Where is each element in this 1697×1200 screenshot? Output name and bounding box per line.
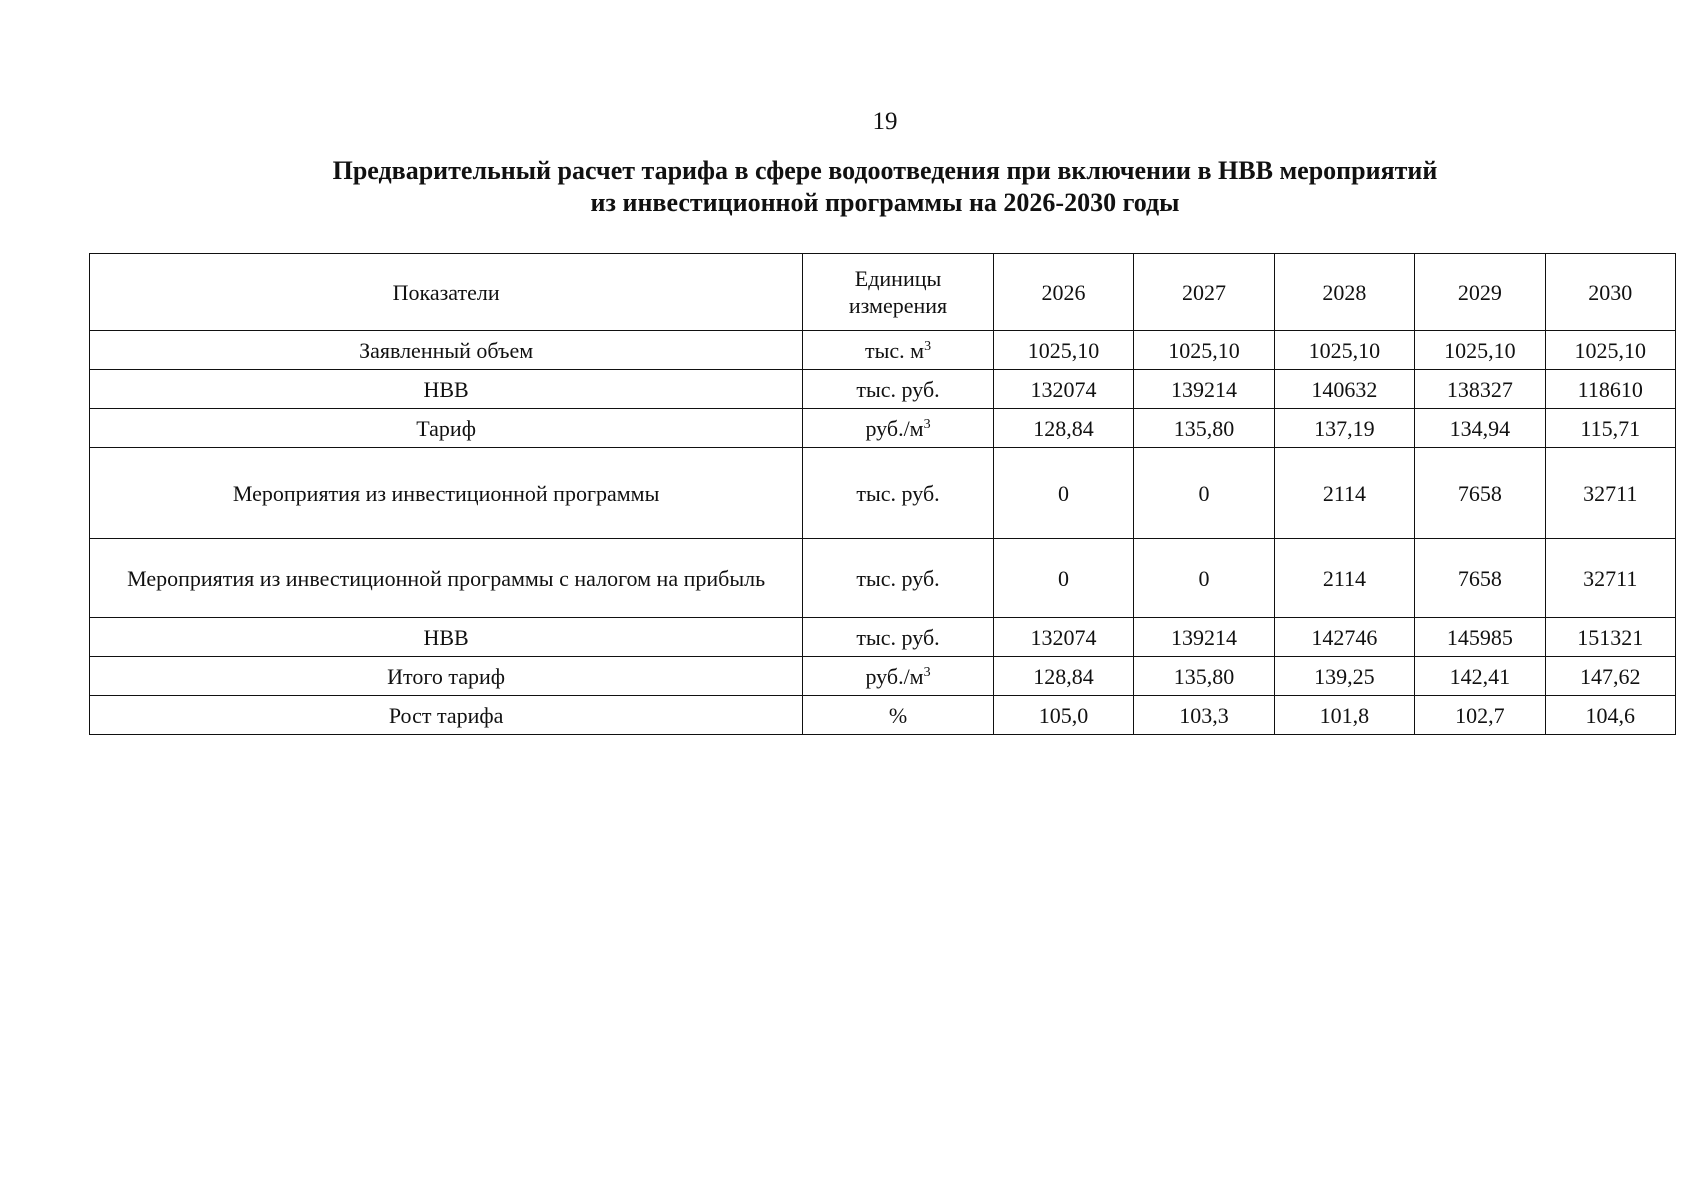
- row-unit: [803, 618, 994, 657]
- row-value-cell: 118610: [1545, 370, 1675, 409]
- row-value-cell: 0: [1134, 448, 1274, 539]
- row-value-cell: 0: [993, 539, 1133, 618]
- row-value-cell: 132074: [993, 370, 1133, 409]
- row-value-cell: 135,80: [1134, 409, 1274, 448]
- row-value-cell: 138327: [1415, 370, 1545, 409]
- row-value-cell: 139214: [1134, 618, 1274, 657]
- unit-text: тыс. руб.: [856, 624, 940, 650]
- table-row: [90, 539, 1676, 618]
- table-row: [90, 331, 1676, 370]
- row-value-cell: 105,0: [993, 696, 1133, 735]
- row-value-cell: 102,7: [1415, 696, 1545, 735]
- row-value-cell: 140632: [1274, 370, 1414, 409]
- table-row: [90, 657, 1676, 696]
- row-value-cell: 151321: [1545, 618, 1675, 657]
- row-value-cell: 101,8: [1274, 696, 1414, 735]
- row-indicator: Тариф: [90, 409, 803, 448]
- table-header-row: [90, 254, 1676, 331]
- header-year: 2030: [1545, 254, 1675, 331]
- row-value-cell: 104,6: [1545, 696, 1675, 735]
- unit-superscript: 3: [923, 416, 931, 432]
- table-row: [90, 409, 1676, 448]
- row-unit: [803, 657, 994, 696]
- row-value-cell: 139214: [1134, 370, 1274, 409]
- row-value-cell: 142,41: [1415, 657, 1545, 696]
- header-indicator: Показатели: [90, 254, 803, 331]
- row-unit: [803, 539, 994, 618]
- row-value-cell: 1025,10: [1415, 331, 1545, 370]
- row-value-cell: 1025,10: [993, 331, 1133, 370]
- page-number: 19: [872, 108, 898, 135]
- unit-text: %: [888, 702, 908, 728]
- title-line-1: Предварительный расчет тарифа в сфере водоотведения при включении в НВВ мероприятий: [332, 156, 1438, 185]
- unit-text: руб./м: [865, 663, 924, 689]
- row-value-cell: 115,71: [1545, 409, 1675, 448]
- row-value-cell: 0: [1134, 539, 1274, 618]
- row-value-cell: 137,19: [1274, 409, 1414, 448]
- unit-text: тыс. м: [864, 337, 925, 363]
- row-unit: [803, 448, 994, 539]
- row-value-cell: 1025,10: [1274, 331, 1414, 370]
- table-row: [90, 370, 1676, 409]
- header-year: 2026: [993, 254, 1133, 331]
- unit-text: тыс. руб.: [856, 376, 940, 402]
- row-value-cell: 145985: [1415, 618, 1545, 657]
- unit-text: тыс. руб.: [856, 565, 940, 591]
- table-row: [90, 618, 1676, 657]
- row-value-cell: 128,84: [993, 657, 1133, 696]
- row-unit: [803, 409, 994, 448]
- row-value-cell: 1025,10: [1545, 331, 1675, 370]
- row-unit: [803, 331, 994, 370]
- table-row: [90, 448, 1676, 539]
- tariff-table: [89, 253, 1676, 735]
- header-year: 2028: [1274, 254, 1414, 331]
- unit-text: тыс. руб.: [856, 480, 940, 506]
- header-year: 2029: [1415, 254, 1545, 331]
- row-indicator: Итого тариф: [90, 657, 803, 696]
- title-line-2: из инвестиционной программы на 2026-2030 годы: [590, 188, 1180, 217]
- row-value-cell: 7658: [1415, 539, 1545, 618]
- row-value-cell: 0: [993, 448, 1133, 539]
- unit-superscript: 3: [923, 664, 931, 680]
- row-value-cell: 128,84: [993, 409, 1133, 448]
- row-indicator: Мероприятия из инвестиционной программы с налогом на прибыль: [90, 539, 803, 618]
- row-value-cell: 134,94: [1415, 409, 1545, 448]
- row-value-cell: 32711: [1545, 448, 1675, 539]
- table-body: [90, 331, 1676, 735]
- unit-text: руб./м: [865, 415, 924, 441]
- row-indicator: Мероприятия из инвестиционной программы: [90, 448, 803, 539]
- row-value-cell: 139,25: [1274, 657, 1414, 696]
- table-row: [90, 696, 1676, 735]
- row-unit: [803, 370, 994, 409]
- row-unit: [803, 696, 994, 735]
- header-year: 2027: [1134, 254, 1274, 331]
- row-indicator: НВВ: [90, 370, 803, 409]
- row-value-cell: 2114: [1274, 539, 1414, 618]
- row-value-cell: 32711: [1545, 539, 1675, 618]
- header-unit: Единицы измерения: [803, 254, 994, 331]
- row-value-cell: 135,80: [1134, 657, 1274, 696]
- row-value-cell: 103,3: [1134, 696, 1274, 735]
- row-value-cell: 2114: [1274, 448, 1414, 539]
- row-value-cell: 147,62: [1545, 657, 1675, 696]
- row-value-cell: 1025,10: [1134, 331, 1274, 370]
- row-indicator: НВВ: [90, 618, 803, 657]
- row-value-cell: 132074: [993, 618, 1133, 657]
- unit-superscript: 3: [924, 338, 932, 354]
- row-indicator: Рост тарифа: [90, 696, 803, 735]
- row-indicator: Заявленный объем: [90, 331, 803, 370]
- row-value-cell: 142746: [1274, 618, 1414, 657]
- row-value-cell: 7658: [1415, 448, 1545, 539]
- document-title: [0, 155, 1697, 219]
